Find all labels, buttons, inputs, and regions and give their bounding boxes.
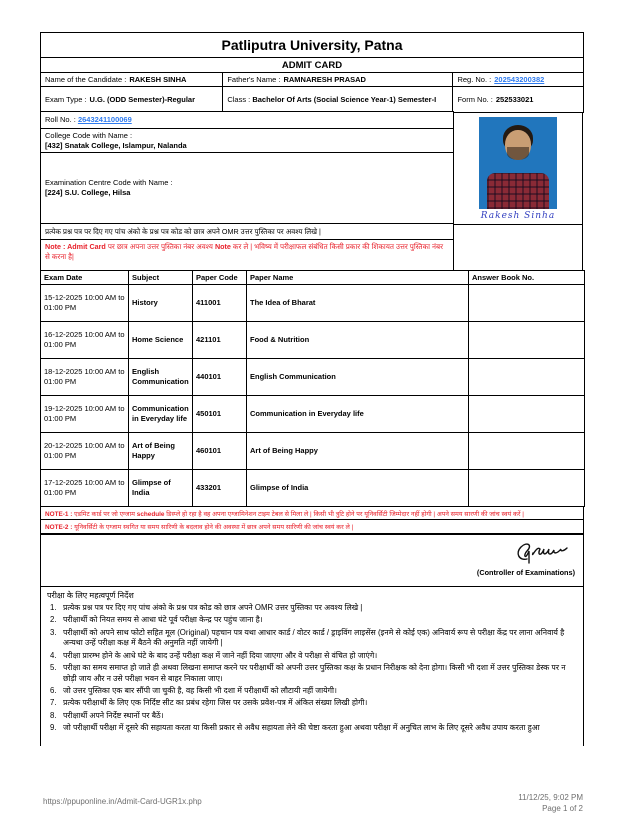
candidate-info-row-2 [40, 86, 584, 113]
exam-type-field [41, 87, 222, 112]
father-name-field [222, 73, 452, 86]
answer-book-no-cell [469, 433, 585, 470]
admit-card-red-note [40, 239, 454, 271]
omr-note: प्रत्येक प्रश्न पत्र पर दिए गए पांच अंको के प्रश्न पत्र कोड को छात्र अपने OMR उत्तर पुस्तिका पर अवश्य लिखे | [40, 223, 454, 240]
instruction-item: परीक्षार्थी अपने निर्देष्ट स्थानों पर बैठें। [63, 710, 164, 720]
header-answer-book-no: Answer Book No. [469, 271, 585, 285]
note-2 [40, 519, 584, 535]
paper-name-cell: Art of Being Happy [247, 433, 469, 470]
college-value: [432] Snatak College, Islampur, Nalanda [45, 141, 187, 150]
class-field [222, 87, 452, 112]
instructions-heading: परीक्षा के लिए महत्वपूर्ण निर्देश [47, 591, 134, 600]
exam-centre-value: [224] S.U. College, Hilsa [45, 188, 131, 197]
paper-code-cell: 460101 [193, 433, 247, 470]
footer-datetime: 11/12/25, 9:02 PM [518, 793, 583, 802]
exam-table-row [41, 396, 585, 433]
footer-page-number: Page 1 of 2 [542, 804, 583, 813]
paper-code-cell: 411001 [193, 285, 247, 322]
note-1-bold-word: schedule [136, 510, 165, 518]
candidate-photo [479, 117, 557, 209]
paper-name-cell: English Communication [247, 359, 469, 396]
candidate-name-field [41, 73, 222, 86]
class-value: Bachelor Of Arts (Social Science Year-1) Semester-I [252, 94, 437, 104]
exam-date-cell: 18-12-2025 10:00 AM to 01:00 PM [41, 359, 129, 396]
subject-cell: History [129, 285, 193, 322]
paper-name-cell: Food & Nutrition [247, 322, 469, 359]
instruction-item: परीक्षार्थी को अपने साथ फोटो सहित मूल (Original) पहचान पत्र यथा आधार कार्ड / वोटर कार्ड / ड्राइविंग लाइसेंस (इनमे से कोई एक) अनिवार्य रूप से परीक्षा केंद्र पर लाना अनिवार्य है अन्यथा उन्हें परीक्षा कक्ष में बैठने की अनुमति नहीं जायेगी | [63, 627, 565, 648]
subject-cell: Communication in Everyday life [129, 396, 193, 433]
instruction-item: जो परीक्षार्थी परीक्षा में दूसरे की सहायता करता या किसी प्रकार से अवैध सहायता लेने की चेष्टा करता हुआ अथवा परीक्षा में अनुचित लाभ के लिए दूसरे अवैध उपाय करता हुआ [63, 722, 540, 732]
form-no-value: 252533021 [495, 94, 534, 104]
instructions-section [40, 586, 584, 746]
instruction-item: प्रत्येक प्रश्न पत्र पर दिए गए पांच अंको के प्रश्न पत्र कोड को छात्र अपने OMR उत्तर पुस्तिका पर अवश्य लिखे | [63, 603, 363, 612]
paper-code-cell: 440101 [193, 359, 247, 396]
exam-table-row [41, 470, 585, 507]
subject-cell: Home Science [129, 322, 193, 359]
candidate-handwritten-signature: Rakesh Sinha [480, 211, 556, 221]
note-1 [40, 506, 584, 520]
reg-no-label: Reg. No. : [457, 74, 492, 84]
reg-no-field [452, 73, 583, 86]
photo-cell [453, 112, 583, 225]
instruction-item: परीक्षा प्रारम्भ होने के आधे घंटे के बाद उन्हें परीक्षा कक्ष में जाने नहीं दिया जाएगा और वे परीक्षा से वंचित हो जाएंगे। [63, 650, 378, 660]
red-note-bold-word: Note [214, 242, 231, 251]
instruction-item: परीक्षार्थी को नियत समय से आधा घंटे पूर्व परीक्षा केन्द्र पर पहुंच जाना है। [63, 615, 263, 625]
exam-table-rows [41, 285, 585, 507]
exam-table-row [41, 433, 585, 470]
answer-book-no-cell [469, 359, 585, 396]
roll-no-label: Roll No. : [45, 115, 76, 125]
photo-plaid-shirt [487, 173, 549, 209]
photo-beard [507, 147, 529, 160]
note-1-text-2: डिस्प्ले हो रहा है वह अपना एग्जामिनेशन टाइम टेबल से मिला ले | किसी भी त्रुटि होने पर यूनिवर्सिटी जिम्मेदार नहीं होगी | अपने समय सारणी की जांच स्वयं करें | [164, 510, 524, 518]
admit-card-heading: ADMIT CARD [40, 57, 584, 73]
college-label: College Code with Name : [45, 131, 133, 140]
header-subject: Subject [129, 271, 193, 285]
subject-cell: Glimpse of India [129, 470, 193, 507]
exam-centre-field [40, 152, 454, 224]
header-paper-code: Paper Code [193, 271, 247, 285]
paper-name-cell: Communication in Everyday life [247, 396, 469, 433]
exam-type-value: U.G. (ODD Semester)-Regular [89, 94, 195, 104]
exam-table-header-row [41, 271, 585, 285]
exam-date-cell: 15-12-2025 10:00 AM to 01:00 PM [41, 285, 129, 322]
class-label: Class : [227, 94, 251, 104]
exam-date-cell: 16-12-2025 10:00 AM to 01:00 PM [41, 322, 129, 359]
subject-cell: English Communication [129, 359, 193, 396]
paper-code-cell: 421101 [193, 322, 247, 359]
father-name-label: Father's Name : [227, 74, 281, 84]
candidate-info-row-1 [40, 72, 584, 87]
paper-name-cell: Glimpse of India [247, 470, 469, 507]
answer-book-no-cell [469, 396, 585, 433]
instruction-item: जो उत्तर पुस्तिका एक बार सौंपी जा चुकी है, वह किसी भी दशा में परीक्षार्थी को लौटायी नहीं जायेगी। [63, 686, 337, 696]
answer-book-no-cell [469, 285, 585, 322]
exam-centre-label: Examination Centre Code with Name : [45, 178, 173, 187]
paper-code-cell: 433201 [193, 470, 247, 507]
note-1-text-1: एडमिट कार्ड पर जो एग्जाम [74, 510, 137, 518]
father-name-value: RAMNARESH PRASAD [283, 74, 366, 84]
paper-code-cell: 450101 [193, 396, 247, 433]
instruction-item: प्रत्येक परीक्षार्थी के लिए एक निर्दिष्ट सीट का प्रबंध रहेगा जिस पर उसके प्रवेश-पत्र में अंकित संख्या लिखी होगी। [63, 698, 368, 708]
exam-schedule-table [40, 270, 585, 507]
college-field [40, 128, 454, 153]
empty-cell [453, 224, 583, 271]
note-2-text: यूनिवर्सिटी के एग्जाम स्थगित या समय सारिणी के बदलाव होने की अवस्था में छात्र अपने समय सारिणी की जांच स्वयं कर ले | [74, 524, 354, 531]
answer-book-no-cell [469, 322, 585, 359]
subject-cell: Art of Being Happy [129, 433, 193, 470]
form-no-field [452, 87, 583, 112]
note-2-prefix: NOTE-2 : [45, 524, 75, 531]
reg-no-link[interactable]: 202543200382 [494, 74, 545, 84]
header-exam-date: Exam Date [41, 271, 129, 285]
candidate-name-value: RAKESH SINHA [129, 74, 187, 84]
roll-no-link[interactable]: 2643241100069 [77, 115, 132, 125]
header-paper-name: Paper Name [247, 271, 469, 285]
exam-table-row [41, 322, 585, 359]
exam-table-row [41, 359, 585, 396]
paper-name-cell: The Idea of Bharat [247, 285, 469, 322]
page-title: Patliputra University, Patna [40, 32, 584, 58]
candidate-name-label: Name of the Candidate : [45, 74, 127, 84]
exam-date-cell: 19-12-2025 10:00 AM to 01:00 PM [41, 396, 129, 433]
exam-table-row [41, 285, 585, 322]
answer-book-no-cell [469, 470, 585, 507]
controller-signature-area [40, 534, 584, 586]
instruction-item: परीक्षा का समय समाप्त हो जाते ही अथवा लिखना समाप्त करने पर परीक्षार्थी को अपनी उत्तर पुस्तिका कक्ष के प्रधान निरीक्षक को देना होगा। किसी भी दशा में उत्तर पुस्तिका डेस्क पर न छोड़ी जाय और न उसे परीक्षा भवन से बाहर निकाला जाए। [63, 662, 566, 683]
controller-signature-icon [513, 537, 575, 567]
footer-url: https://ppuponline.in/Admit-Card-UGR1x.php [43, 797, 202, 806]
note-1-prefix: NOTE-1 : [45, 510, 75, 518]
exam-date-cell: 20-12-2025 10:00 AM to 01:00 PM [41, 433, 129, 470]
exam-type-label: Exam Type : [45, 94, 87, 104]
admit-card [40, 33, 584, 746]
roll-no-field [40, 111, 454, 129]
exam-date-cell: 17-12-2025 10:00 AM to 01:00 PM [41, 470, 129, 507]
red-note-text-2: कर ले | भविष्य में परीक्षाफल संबंधित किसी प्रकार की शिकायत उत्तर पुस्तिका नंबर से करना है| [45, 242, 444, 261]
form-no-label: Form No. : [457, 94, 493, 104]
red-note-prefix: Note : Admit Card [45, 242, 106, 251]
red-note-text-1: पर छात्र अपना उत्तर पुस्तिका नंबर अवश्य [105, 242, 215, 251]
instructions-list [63, 603, 575, 734]
controller-signature-label: (Controller of Examinations) [476, 568, 575, 577]
